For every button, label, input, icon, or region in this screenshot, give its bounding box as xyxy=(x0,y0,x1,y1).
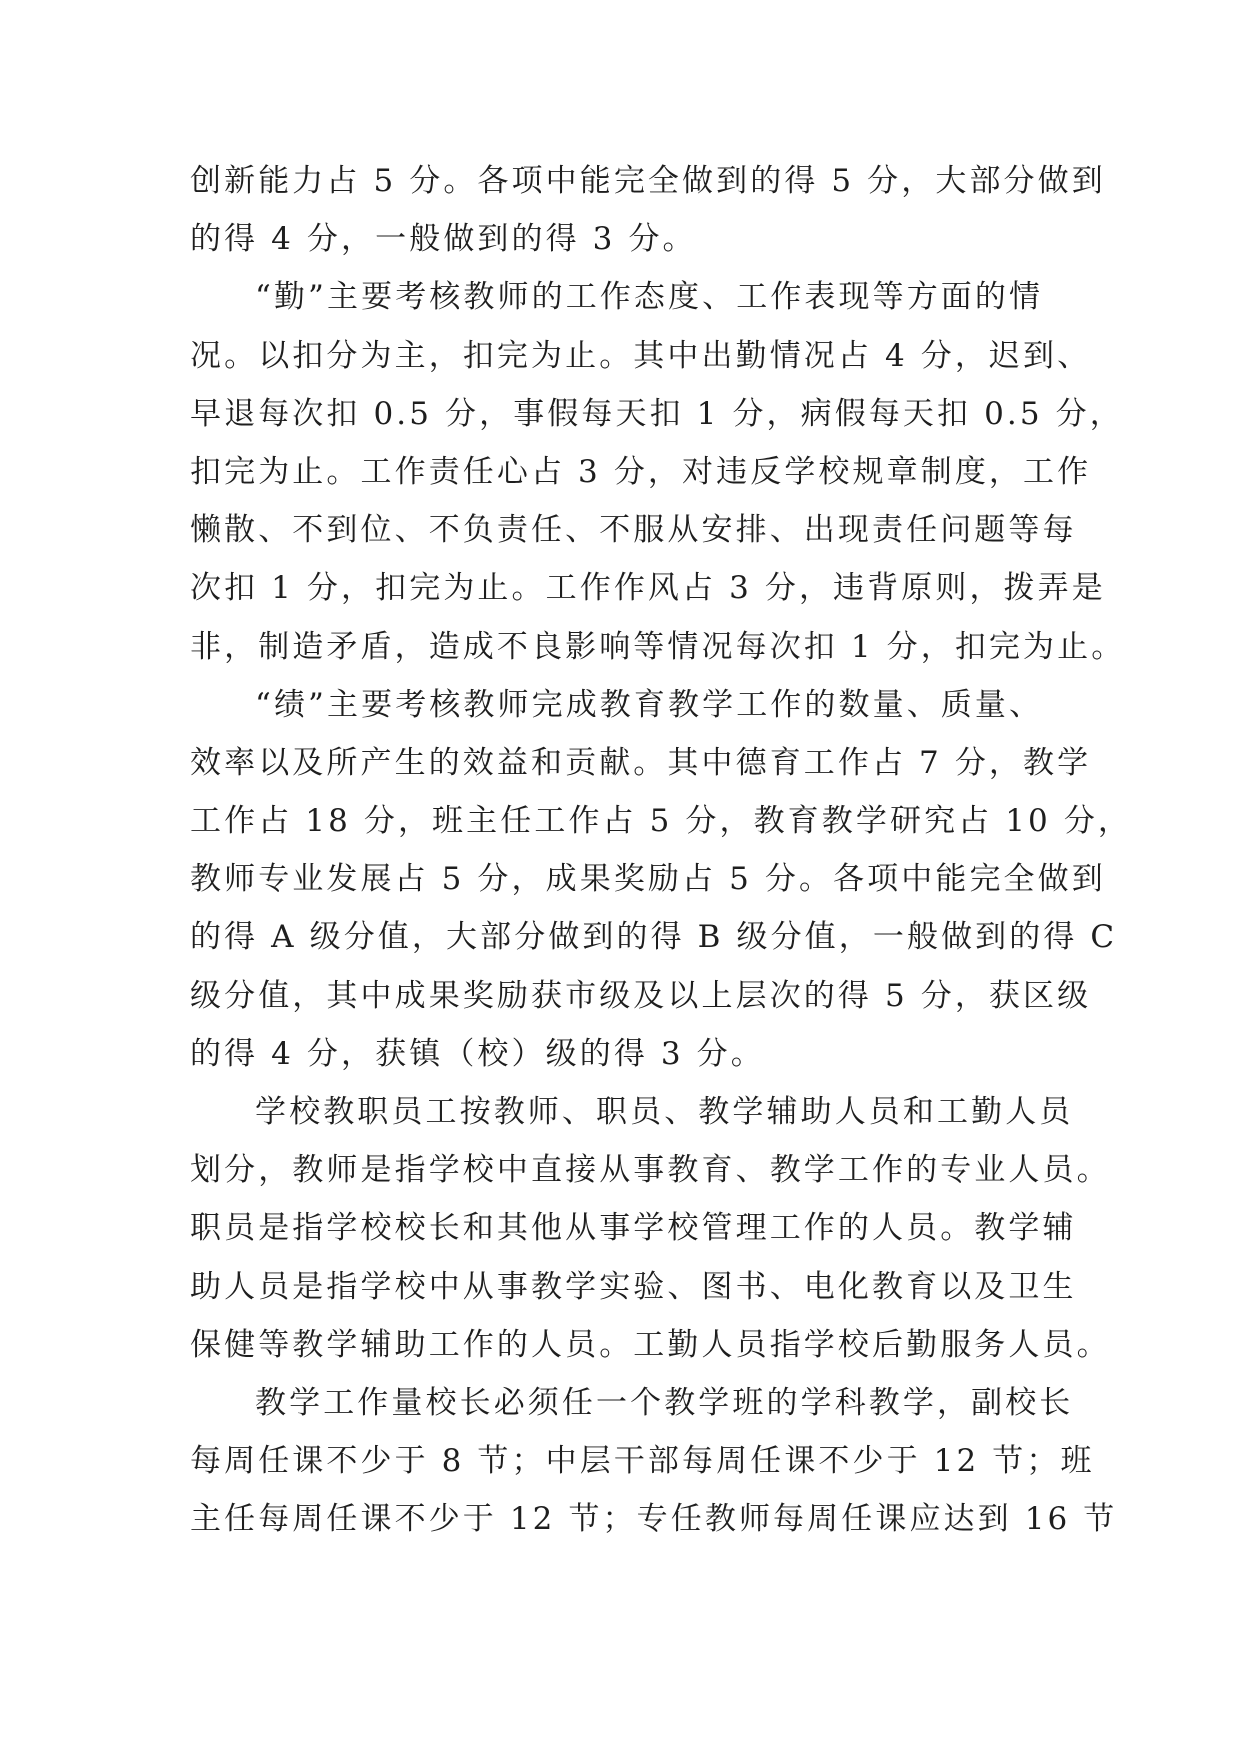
text-line: 扣完为止。工作责任心占 3 分，对违反学校规章制度，工作 xyxy=(190,453,1092,490)
text-line: 每周任课不少于 8 节；中层干部每周任课不少于 12 节；班 xyxy=(190,1443,1095,1480)
paragraph-start-line: 教学工作量校长必须任一个教学班的学科教学，副校长 xyxy=(255,1384,1074,1421)
body-text xyxy=(190,152,1133,1549)
text-line: 早退每次扣 0.5 分，事假每天扣 1 分，病假每天扣 0.5 分， xyxy=(190,395,1124,432)
text-line: 非，制造矛盾，造成不良影响等情况每次扣 1 分，扣完为止。 xyxy=(190,628,1126,665)
text-line: 的得 A 级分值，大部分做到的得 B 级分值，一般做到的得 C xyxy=(190,919,1118,956)
text-line: 的得 4 分，获镇（校）级的得 3 分。 xyxy=(190,1035,765,1072)
text-line: 创新能力占 5 分。各项中能完全做到的得 5 分，大部分做到 xyxy=(190,163,1106,199)
text-line: 效率以及所产生的效益和贡献。其中德育工作占 7 分，教学 xyxy=(190,744,1092,781)
text-line: 划分，教师是指学校中直接从事教育、教学工作的专业人员。 xyxy=(190,1152,1111,1189)
text-line: 职员是指学校校长和其他从事学校管理工作的人员。教学辅 xyxy=(190,1210,1077,1247)
text-line: 工作占 18 分，班主任工作占 5 分，教育教学研究占 10 分， xyxy=(190,803,1133,840)
paragraph-start-line: “绩”主要考核教师完成教育教学工作的数量、质量、 xyxy=(255,686,1044,723)
text-line: 次扣 1 分，扣完为止。工作作风占 3 分，违背原则，拨弄是 xyxy=(190,570,1106,607)
paragraph-start-line: “勤”主要考核教师的工作态度、工作表现等方面的情 xyxy=(255,279,1044,316)
text-line: 级分值，其中成果奖励获市级及以上层次的得 5 分，获区级 xyxy=(190,977,1092,1014)
text-line: 教师专业发展占 5 分，成果奖励占 5 分。各项中能完全做到 xyxy=(190,861,1106,898)
text-line: 保健等教学辅助工作的人员。工勤人员指学校后勤服务人员。 xyxy=(190,1326,1111,1363)
text-line: 主任每周任课不少于 12 节；专任教师每周任课应达到 16 节 xyxy=(190,1501,1118,1538)
text-line: 况。以扣分为主，扣完为止。其中出勤情况占 4 分，迟到、 xyxy=(190,337,1092,374)
text-line: 的得 4 分，一般做到的得 3 分。 xyxy=(190,221,697,258)
paragraph-start-line: 学校教职员工按教师、职员、教学辅助人员和工勤人员 xyxy=(255,1094,1074,1130)
text-line: 懒散、不到位、不负责任、不服从安排、出现责任问题等每 xyxy=(190,512,1077,549)
text-line: 助人员是指学校中从事教学实验、图书、电化教育以及卫生 xyxy=(190,1268,1077,1305)
